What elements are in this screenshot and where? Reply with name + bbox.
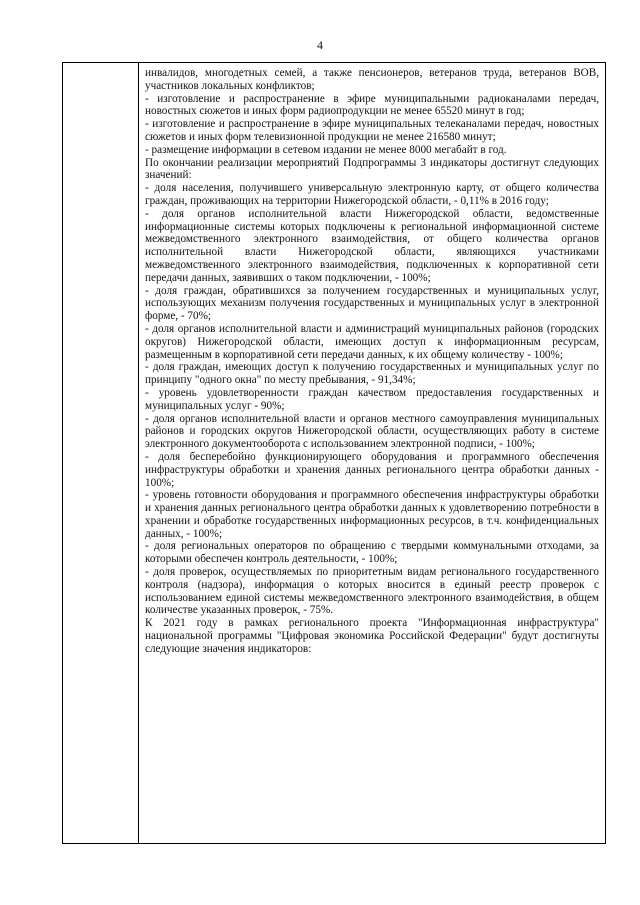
paragraph: - доля региональных операторов по обращению с твердыми коммунальными отходами, за которыми обеспечен контроль деятельности, - 100%; [145,540,599,566]
paragraph: - доля органов исполнительной власти и администраций муниципальных районов (городских округов) Нижегородской области, имеющих доступ к информационным ресурсам, размещенным в корпоративной сети передачи данных, к их общему количеству - 100%; [145,322,599,361]
document-table [62,62,606,844]
paragraph: - изготовление и распространение в эфире муниципальных телеканалами передач, новостных сюжетов и иных форм телевизионной продукции не менее 216580 минут; [145,118,599,143]
paragraph: - изготовление и распространение в эфире муниципальными радиоканалами передач, новостных сюжетов и иных форм радиопродукции не менее 65520 минут в год; [145,92,599,118]
paragraph: - доля органов исполнительной власти и органов местного самоуправления муниципальных районов и городских округов Нижегородской области, осуществляющих работу в системе электронного документооборота с использованием электронной подписи, - 100%; [145,412,599,451]
page-number: 4 [317,38,323,52]
paragraph: - доля населения, получившего универсальную электронную карту, от общего количества граждан, проживающих на территории Нижегородской области, - 0,11% в 2016 году; [145,182,599,207]
paragraph: инвалидов, многодетных семей, а также пенсионеров, ветеранов труда, ветеранов ВОВ, участников локальных конфликтов; [145,67,599,92]
paragraph: - уровень готовности оборудования и программного обеспечения инфраструктуры обработки и хранения данных регионального центра обработки данных к удовлетворению потребности в хранении и обработке государственных информационных ресурсов, в т.ч. конфиденциальных данных, - 100%; [145,489,599,540]
paragraph: К 2021 году в рамках регионального проекта "Информационная инфраструктура" национальной программы "Цифровая экономика Российской Федерации" будут достигнуты следующие значения индикаторов: [145,617,599,655]
paragraph: - доля бесперебойно функционирующего оборудования и программного обеспечения инфраструктуры обработки и хранения данных регионального центра обработки данных - 100%; [145,450,599,489]
paragraph: - уровень удовлетворенности граждан качеством предоставления государственных и муниципальных услуг - 90%; [145,386,599,412]
table-left-cell [63,63,139,843]
paragraph: - доля проверок, осуществляемых по приоритетным видам регионального государственного контроля (надзора), информация о которых вносится в единый реестр проверок с использованием единой системы межведомственного электронного взаимодействия, в общем количестве указанных проверок, - 75%. [145,566,599,617]
paragraph: - доля органов исполнительной власти Нижегородской области, ведомственные информационные системы которых подключены к региональной информационной системе межведомственного электронного взаимодействия, от общего количества органов исполнительной власти Нижегородской области, являющихся участниками межведомственного электронного взаимодействия, подключенных к корпоративной сети передачи данных, заявивших о таком подключении, - 100%; [145,207,599,284]
paragraph: - доля граждан, имеющих доступ к получению государственных и муниципальных услуг по принципу "одного окна" по месту пребывания, - 91,34%; [145,361,599,387]
paragraph: - доля граждан, обратившихся за получением государственных и муниципальных услуг, использующих механизм получения государственных и муниципальных услуг в электронной форме, - 70%; [145,284,599,323]
table-content-cell [139,63,605,843]
paragraph: - размещение информации в сетевом издании не менее 8000 мегабайт в год. [145,143,507,156]
paragraph: По окончании реализации мероприятий Подпрограммы 3 индикаторы достигнут следующих значений: [145,156,599,182]
